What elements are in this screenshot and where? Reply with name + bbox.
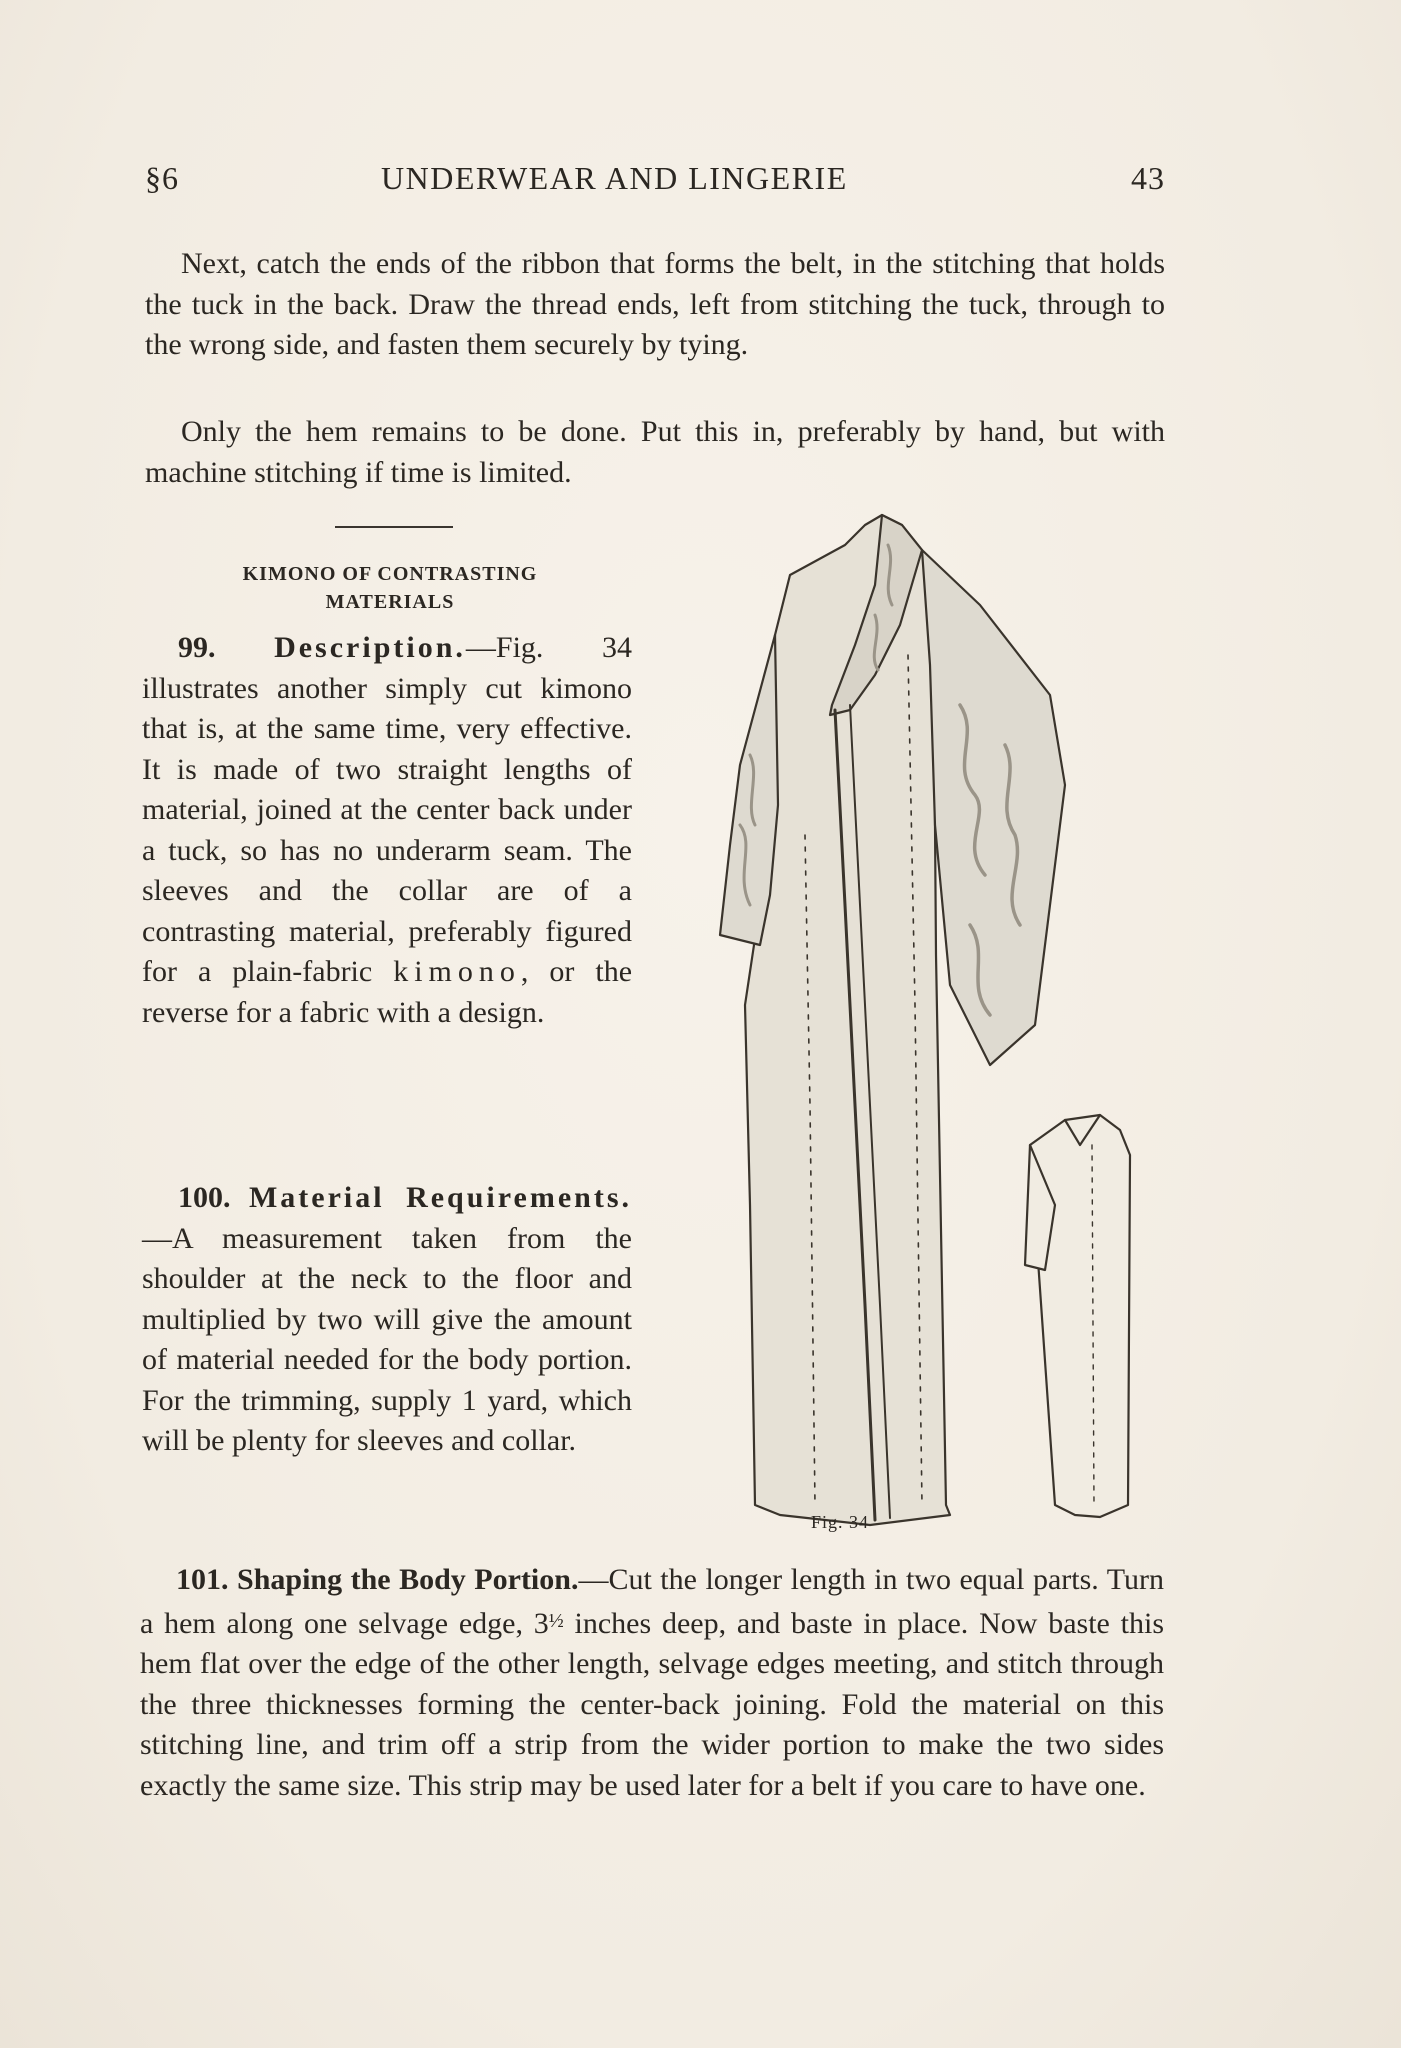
paragraph-text: —Fig. 34 illustrates another simply cut kimono that is, at the same time, very effective. It is made of two straight lengths of material, joined at the center back under a tuck, so has no underarm seam. The sleeves and the collar are of a contrasting material, preferably figured for a plain-fabric	[142, 631, 632, 988]
paragraph-101	[140, 1560, 1164, 1806]
kimono-illustration	[660, 505, 1180, 1535]
paragraph-text: , or the reverse for a fabric with a design.	[142, 955, 633, 1029]
paragraph-99	[142, 628, 632, 1033]
section-heading-line-2: MATERIALS	[325, 591, 455, 613]
paragraph-100	[142, 1178, 632, 1462]
paragraph-heading: Material Requirements.	[248, 1181, 632, 1214]
intro-paragraph-2: Only the hem remains to be done. Put this in, preferably by hand, but with machine stitching if time is limited.	[145, 415, 1165, 489]
section-mark: §6	[145, 160, 179, 196]
section-divider	[335, 526, 453, 528]
running-title: UNDERWEAR AND LINGERIE	[381, 160, 848, 196]
right-sleeve	[922, 550, 1065, 1065]
running-header	[145, 160, 1165, 208]
paragraph-number: 101.	[176, 1563, 229, 1596]
paragraph-text: —Cut the longer length in two equal parts. Turn a hem along one selvage edge, 3	[140, 1563, 1164, 1640]
spaced-word: kimono	[393, 955, 521, 988]
fraction: ½	[548, 1609, 564, 1632]
section-heading-line-1: KIMONO OF CONTRASTING	[242, 563, 538, 585]
paragraph-number: 99.	[178, 631, 216, 664]
paragraph-text: —A measurement taken from the shoulder at the neck to the floor and multiplied by two will give the amount of material needed for the body portion. For the trimming, supply 1 yard, which will be plenty for sleeves and collar.	[142, 1221, 632, 1457]
paragraph-heading: Description.	[274, 631, 466, 664]
back-view-body	[1030, 1115, 1130, 1517]
left-sleeve	[720, 635, 778, 945]
page-number: 43	[1131, 160, 1165, 196]
paragraph-number: 100.	[178, 1181, 231, 1214]
paragraph-heading: Shaping the Body Portion.	[237, 1563, 579, 1596]
section-heading	[190, 560, 590, 616]
figure-caption: Fig. 34	[810, 1512, 869, 1532]
paragraph-text: inches deep, and baste in place. Now baste this hem flat over the edge of the other length, selvage edges meeting, and stitch through the three thicknesses forming the center-back joining. Fold the material on this stitching line, and trim off a strip from the wider portion to make the two sides exactly the same size. This strip may be used later for a belt if you care to have one.	[140, 1606, 1164, 1802]
intro-paragraph-1: Next, catch the ends of the ribbon that forms the belt, in the stitching that holds the tuck in the back. Draw the thread ends, left from stitching the tuck, through to the wrong side, and fasten them securely by tying.	[145, 247, 1165, 361]
